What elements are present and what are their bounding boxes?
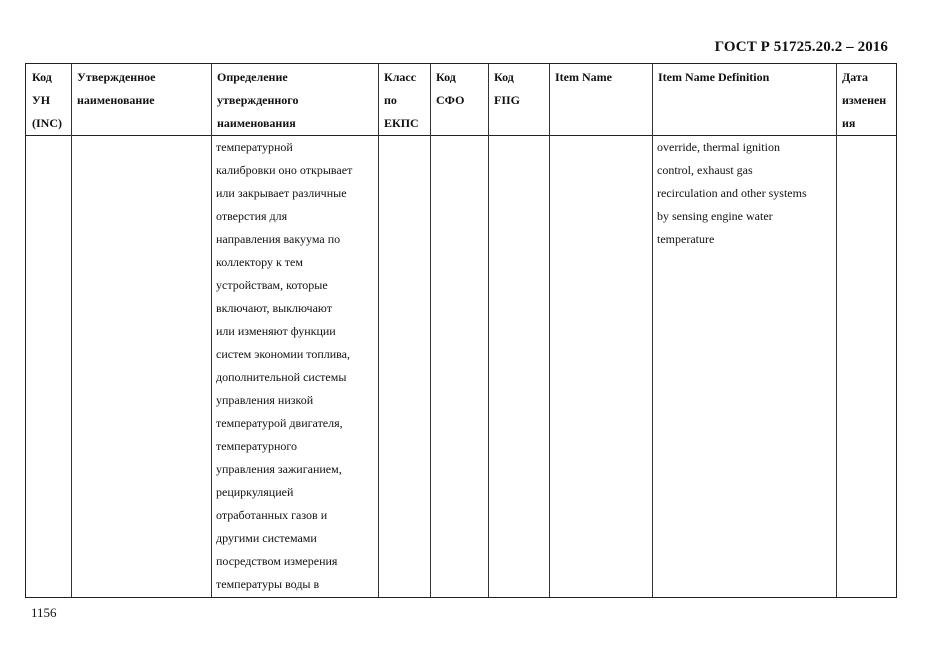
header-line: ЕКПС	[384, 116, 419, 130]
header-line: Item Name	[555, 70, 612, 84]
definition-text-line: включают, выключают	[216, 301, 332, 315]
item-name-definition-text-line: control, exhaust gas	[657, 163, 753, 177]
definition-text-line: отверстия для	[216, 209, 288, 223]
definition-text-line: устройствам, которые	[216, 278, 328, 292]
definition-text-line: калибровки оно открывает	[216, 163, 353, 177]
header-line: Класс	[384, 70, 417, 84]
header-line: Определение	[217, 70, 288, 84]
column-divider	[836, 64, 837, 597]
header-item-name-definition	[652, 64, 836, 136]
header-line: Код	[32, 70, 52, 84]
header-line: Утвержденное	[77, 70, 156, 84]
definition-cell	[211, 136, 378, 596]
header-code-fiig	[488, 64, 549, 136]
header-line: Код	[436, 70, 456, 84]
header-line: утвержденного	[217, 93, 299, 107]
column-divider	[378, 64, 379, 597]
definition-text-line: температурой двигателя,	[216, 416, 343, 430]
definition-text-line: рециркуляцией	[216, 485, 294, 499]
definition-text-line: коллектору к тем	[216, 255, 303, 269]
page-number: 1156	[31, 605, 57, 620]
item-name-definition-text-line: by sensing engine water	[657, 209, 773, 223]
header-line: Дата	[842, 70, 868, 84]
definition-text-line: или закрывает различные	[216, 186, 347, 200]
definition-text-line: управления низкой	[216, 393, 314, 407]
header-approved-name	[71, 64, 211, 136]
header-date-changed	[836, 64, 896, 136]
header-line: Код	[494, 70, 514, 84]
header-line: (INC)	[32, 116, 62, 130]
header-line: по	[384, 93, 397, 107]
definition-text-line: отработанных газов и	[216, 508, 328, 522]
header-line: изменен	[842, 93, 887, 107]
definition-text-line: температурной	[216, 140, 293, 154]
header-line: наименования	[217, 116, 296, 130]
definition-text-line: температурного	[216, 439, 298, 453]
column-divider	[549, 64, 550, 597]
header-code-un	[26, 64, 71, 136]
column-divider	[430, 64, 431, 597]
header-line: наименование	[77, 93, 155, 107]
item-name-definition-text-line: recirculation and other systems	[657, 186, 807, 200]
header-item-name	[549, 64, 652, 136]
column-divider	[71, 64, 72, 597]
definition-text-line: управления зажиганием,	[216, 462, 342, 476]
item-name-definition-text-line: temperature	[657, 232, 715, 246]
document-standard-title: ГОСТ Р 51725.20.2 – 2016	[714, 39, 888, 55]
definition-text-line: или изменяют функции	[216, 324, 336, 338]
definition-text-line: посредством измерения	[216, 554, 338, 568]
header-line: ия	[842, 116, 856, 130]
item-name-definition-cell	[652, 136, 836, 251]
definition-text-line: систем экономии топлива,	[216, 347, 350, 361]
header-code-sfo	[430, 64, 488, 136]
header-line: Item Name Definition	[658, 70, 770, 84]
header-definition	[211, 64, 378, 136]
definition-text-line: температуры воды в	[216, 577, 320, 591]
item-name-definition-text-line: override, thermal ignition	[657, 140, 780, 154]
nomenclature-table	[25, 63, 897, 598]
definition-text-line: дополнительной системы	[216, 370, 347, 384]
header-line: FIIG	[494, 93, 521, 107]
definition-text-line: направления вакуума по	[216, 232, 341, 246]
definition-text-line: другими системами	[216, 531, 317, 545]
header-class-ekps	[378, 64, 430, 136]
header-line: УН	[32, 93, 51, 107]
column-divider	[488, 64, 489, 597]
header-line: СФО	[436, 93, 465, 107]
